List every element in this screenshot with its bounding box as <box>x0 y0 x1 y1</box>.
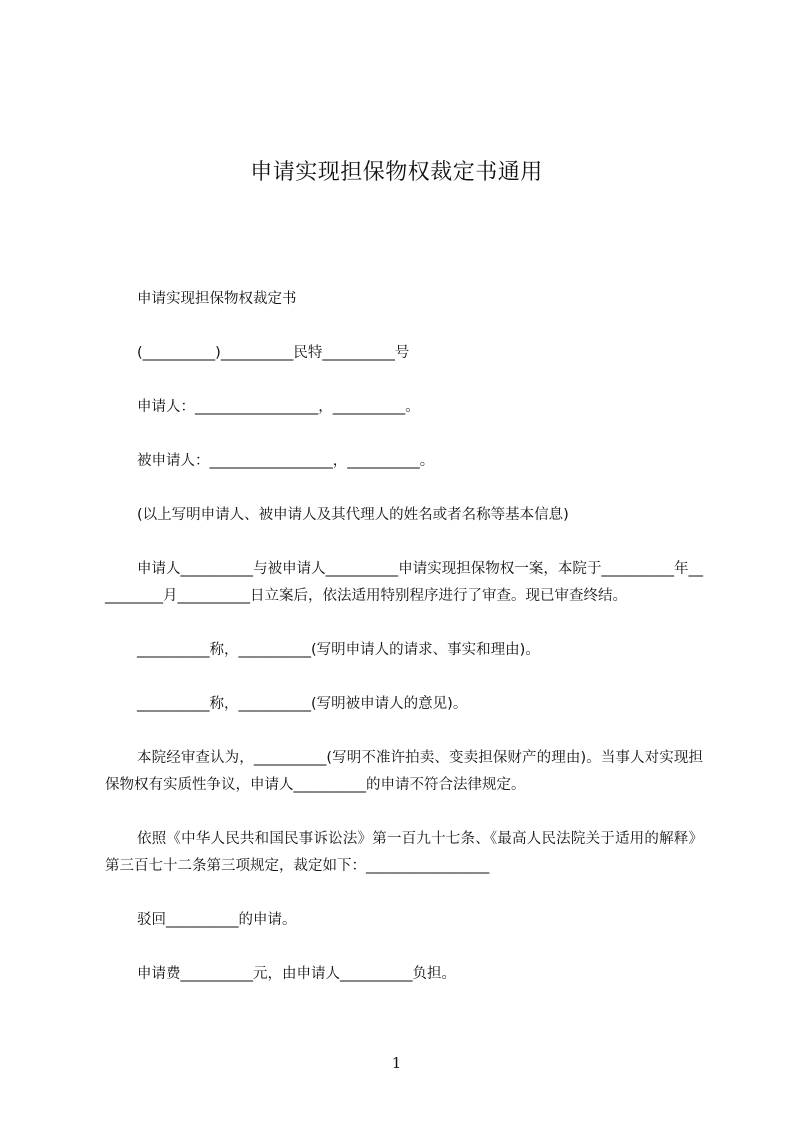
paragraph-applicant-claim: __________称，__________(写明申请人的请求、事实和理由)。 <box>137 642 540 658</box>
paragraph-applicant: 申请人：_________________，__________。 <box>137 399 420 415</box>
paragraph-case-filing: 申请人__________与被申请人__________申请实现担保物权一案，本院于__________年__________月__________日立案后，依法适用特别程序进行了审查。现已审查终结。 <box>105 561 703 604</box>
paragraph-heading: 申请实现担保物权裁定书 <box>137 291 297 307</box>
paragraph-respondent: 被申请人：_________________，__________。 <box>137 453 435 469</box>
page-number: 1 <box>391 1054 402 1072</box>
paragraph-ruling: 驳回__________的申请。 <box>137 912 297 928</box>
document-title: 申请实现担保物权裁定书通用 <box>250 159 543 185</box>
paragraph-legal-basis: 依照《中华人民共和国民事诉讼法》第一百九十七条、《最高人民法院关于适用的解释》第三百七十二条第三项规定，裁定如下：_________________ <box>105 831 703 874</box>
paragraph-fee: 申请费__________元，由申请人__________负担。 <box>137 966 456 982</box>
paragraph-court-finding: 本院经审查认为，__________(写明不准许拍卖、变卖担保财产的理由)。当事人对实现担保物权有实质性争议，申请人__________的申请不符合法律规定。 <box>105 750 703 793</box>
paragraph-case-number: (__________)__________民特__________号 <box>137 345 410 361</box>
document-body <box>105 286 703 1015</box>
paragraph-basic-info-note: (以上写明申请人、被申请人及其代理人的姓名或者名称等基本信息) <box>137 507 569 523</box>
paragraph-respondent-opinion: __________称，__________(写明被申请人的意见)。 <box>137 696 468 712</box>
